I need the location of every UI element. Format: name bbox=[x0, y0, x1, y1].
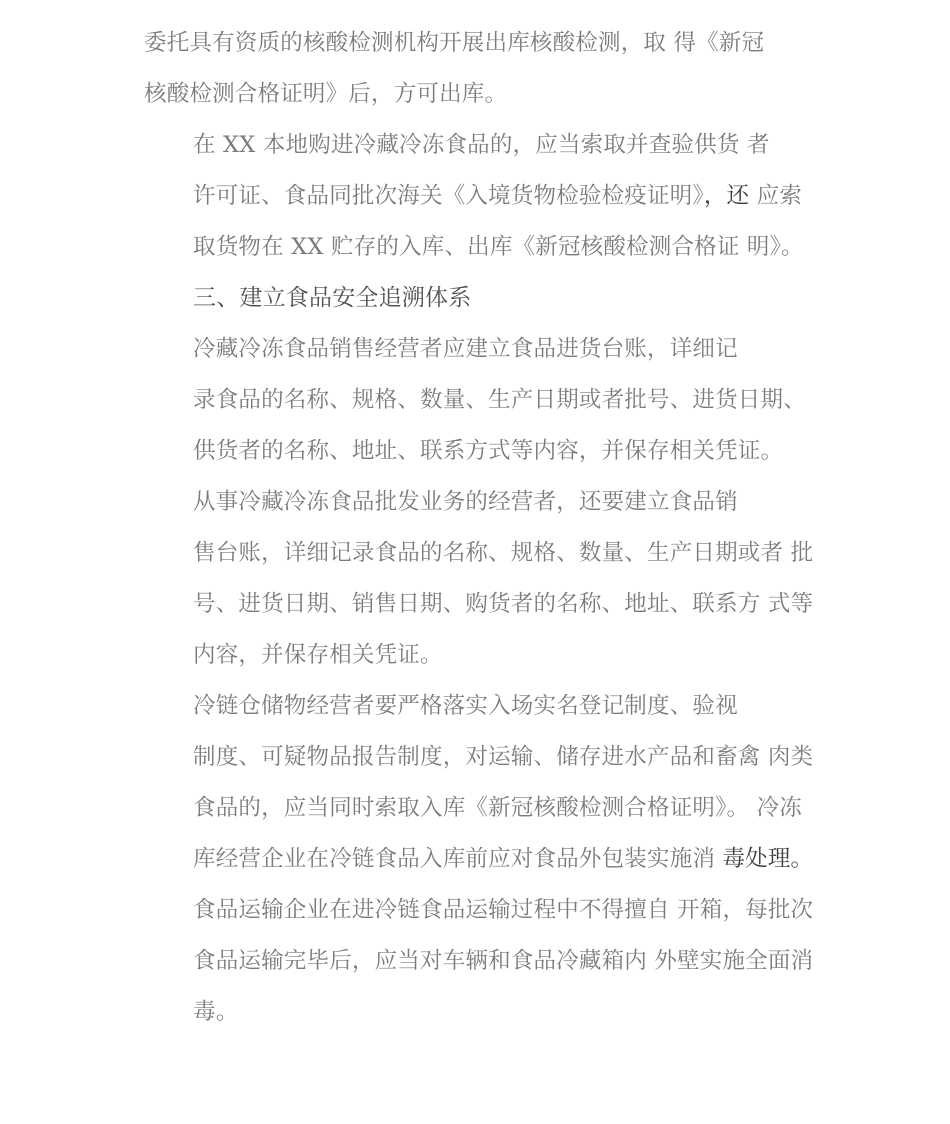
text-line: 从事冷藏冷冻食品批发业务的经营者，还要建立食品销 bbox=[193, 489, 738, 515]
text-segment: 毒处理。 bbox=[722, 846, 814, 872]
text-line bbox=[144, 834, 814, 885]
paragraph-wholesale bbox=[144, 477, 814, 681]
text-segment: 许可证、食品同批次海关《入境货物检验检疫证明》 bbox=[193, 183, 704, 209]
text-line: 食品运输完毕后，应当对车辆和食品冷藏箱内 外壁实施全面消 bbox=[193, 948, 814, 974]
text-line: 内容，并保存相关凭证。 bbox=[193, 642, 443, 668]
text-line: 食品运输企业在进冷链食品运输过程中不得擅自 开箱，每批次 bbox=[193, 897, 814, 923]
text-segment: 库经营企业在冷链食品入库前应对食品外包装实施消 bbox=[193, 846, 723, 872]
text-line: 取货物在 XX 贮存的入库、出库《新冠核酸检测合格证 明》。 bbox=[193, 234, 804, 260]
text-line: 核酸检测合格证明》后，方可出库。 bbox=[144, 81, 508, 107]
text-line: 委托具有资质的核酸检测机构开展出库核酸检测，取 得《新冠 bbox=[144, 30, 765, 56]
text-line: 售台账，详细记录食品的名称、规格、数量、生产日期或者 批 bbox=[193, 540, 814, 566]
text-line: 冷链仓储物经营者要严格落实入场实名登记制度、验视 bbox=[193, 693, 738, 719]
text-line bbox=[144, 171, 806, 222]
text-segment: 应索 bbox=[749, 183, 803, 209]
text-line: 供货者的名称、地址、联系方式等内容，并保存相关凭证。 bbox=[193, 438, 784, 464]
text-line: 录食品的名称、规格、数量、生产日期或者批号、进货日期、 bbox=[193, 387, 806, 413]
text-line: 号、进货日期、销售日期、购货者的名称、地址、联系方 式等 bbox=[193, 591, 814, 617]
section-heading: 三、建立食品安全追溯体系 bbox=[193, 285, 472, 311]
paragraph-sales-ledger bbox=[144, 324, 806, 477]
paragraph-cold-chain bbox=[144, 681, 814, 1038]
paragraph-local-purchase bbox=[144, 120, 806, 273]
text-line: 冷藏冷冻食品销售经营者应建立食品进货台账，详细记 bbox=[193, 336, 738, 362]
text-line: 制度、可疑物品报告制度，对运输、储存进水产品和畜禽 肉类 bbox=[193, 744, 814, 770]
document-page bbox=[144, 18, 814, 1038]
text-segment: ，还 bbox=[703, 183, 750, 209]
text-line: 食品的，应当同时索取入库《新冠核酸检测合格证明》。 冷冻 bbox=[193, 795, 803, 821]
text-line: 毒。 bbox=[193, 999, 239, 1025]
paragraph-continuation bbox=[144, 18, 806, 120]
text-line: 在 XX 本地购进冷藏冷冻食品的，应当索取并查验供货 者 bbox=[193, 132, 770, 158]
